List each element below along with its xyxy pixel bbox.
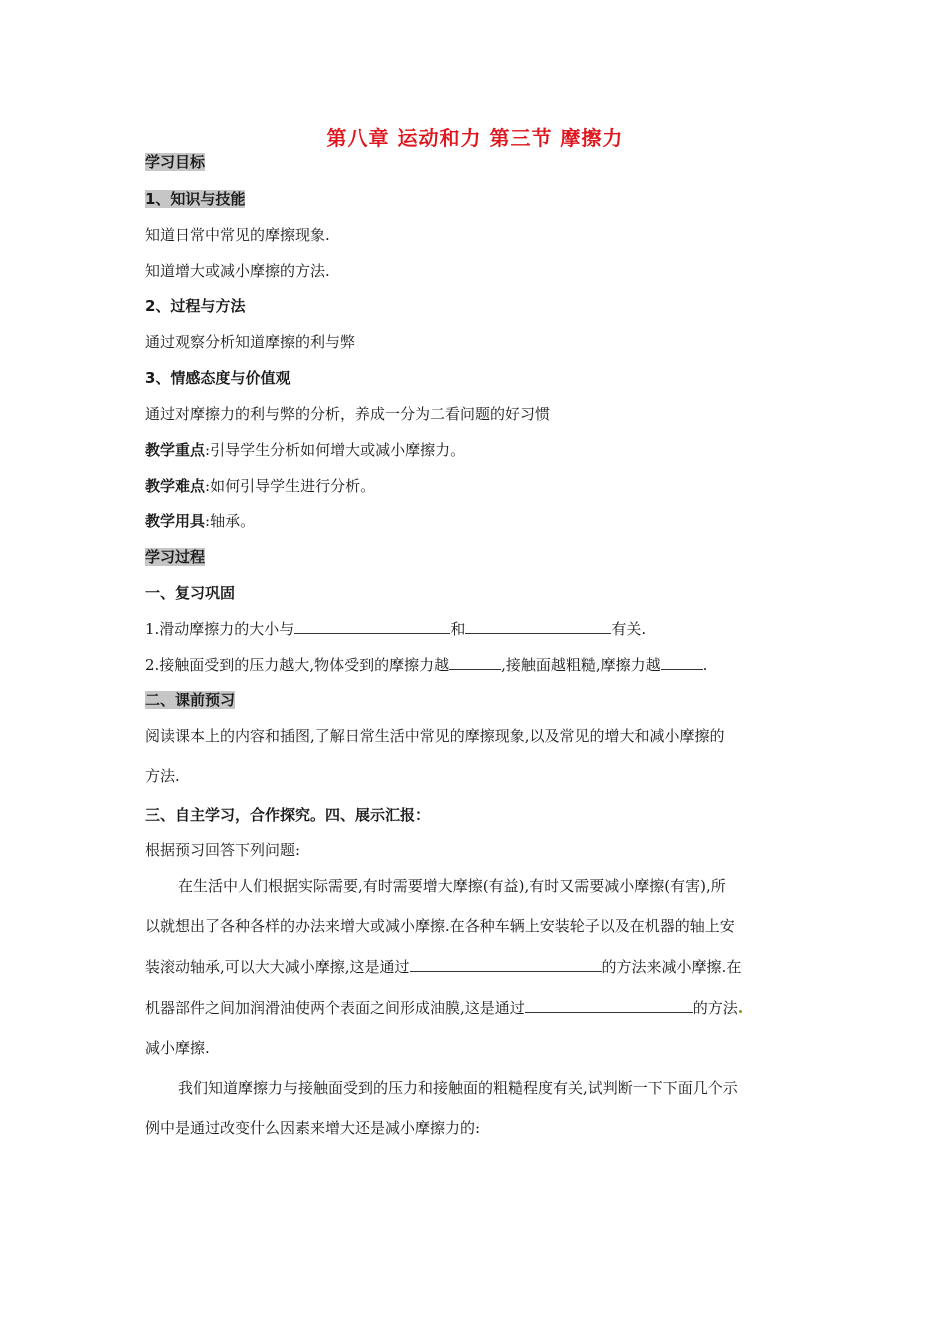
paragraph-2-line-2: 例中是通过改变什么因素来增大还是减小摩擦力的: (145, 1119, 481, 1137)
paragraph-1-line-3: 装滚动轴承,可以大大减小摩擦,这是通过 的方法来减小摩擦.在 (145, 958, 742, 976)
stray-mark (739, 1010, 742, 1013)
review-question-1: 1.滑动摩擦力的大小与 和 有关. (145, 620, 647, 638)
knowledge-item-2: 知道增大或减小摩擦的方法. (145, 262, 330, 280)
preview-heading: 二、课前预习 (145, 691, 236, 709)
knowledge-item-1: 知道日常中常见的摩擦现象. (145, 226, 330, 244)
answer-blank[interactable] (661, 655, 703, 670)
preview-text-line-2: 方法. (145, 767, 180, 785)
knowledge-heading: 1、知识与技能 (145, 190, 246, 208)
process-item-1: 通过观察分析知道摩擦的利与弊 (145, 333, 356, 351)
process-heading: 2、过程与方法 (145, 297, 246, 315)
paragraph-1-line-4: 机器部件之间加润滑油使两个表面之间形成油膜,这是通过 的方法 (145, 998, 742, 1018)
paragraph-2-line-1: 我们知道摩擦力与接触面受到的压力和接触面的粗糙程度有关,试判断一下下面几个示 (178, 1079, 738, 1097)
review-question-2: 2.接触面受到的压力越大,物体受到的摩擦力越 ,接触面越粗糙,摩擦力越 . (145, 656, 708, 674)
page-title: 第八章 运动和力 第三节 摩擦力 (326, 126, 624, 150)
emotion-item-1: 通过对摩擦力的利与弊的分析，养成一分为二看问题的好习惯 (145, 405, 551, 423)
answer-blank[interactable] (449, 655, 501, 670)
paragraph-1-line-5: 减小摩擦. (145, 1039, 210, 1057)
goals-heading: 学习目标 (145, 153, 206, 171)
explore-intro: 根据预习回答下列问题: (145, 841, 301, 859)
explore-heading: 三、自主学习，合作探究。四、展示汇报： (145, 806, 431, 824)
review-heading: 一、复习巩固 (145, 584, 236, 602)
answer-blank[interactable] (410, 957, 602, 972)
difficulty-point: 教学难点:如何引导学生进行分析。 (145, 477, 376, 495)
emotion-heading: 3、情感态度与价值观 (145, 369, 291, 387)
answer-blank[interactable] (525, 998, 693, 1013)
key-point: 教学重点:引导学生分析如何增大或减小摩擦力。 (145, 441, 466, 459)
answer-blank[interactable] (294, 619, 450, 634)
paragraph-1-line-1: 在生活中人们根据实际需要,有时需要增大摩擦(有益),有时又需要减小摩擦(有害),所 (178, 877, 726, 895)
teaching-tools: 教学用具:轴承。 (145, 512, 256, 530)
process-main-heading: 学习过程 (145, 548, 206, 566)
paragraph-1-line-2: 以就想出了各种各样的办法来增大或减小摩擦.在各种车辆上安装轮子以及在机器的轴上安 (145, 917, 735, 935)
preview-text-line-1: 阅读课本上的内容和插图,了解日常生活中常见的摩擦现象,以及常见的增大和减小摩擦的 (145, 727, 725, 745)
answer-blank[interactable] (465, 619, 611, 634)
